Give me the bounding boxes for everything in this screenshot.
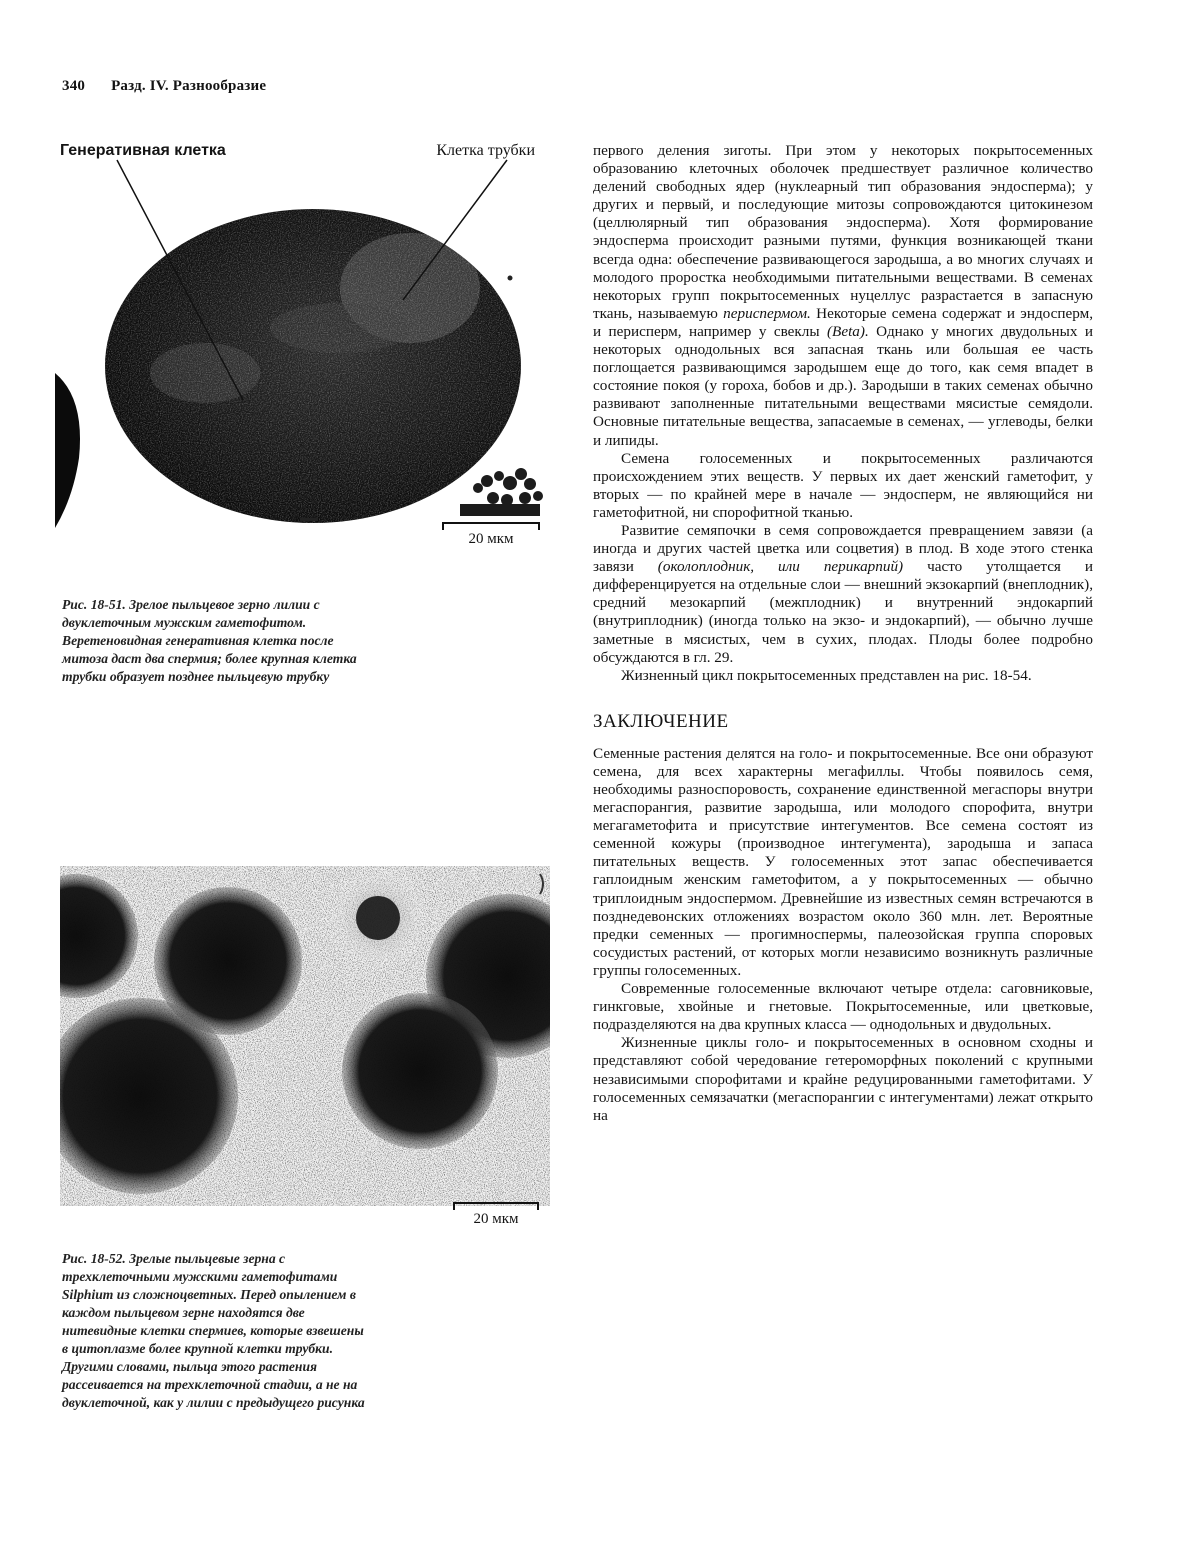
paragraph-2: Семена голосеменных и покрытосеменных различаются происхождением этих веществ. У первых их дает женский гаметофит, у вторых — по крайней мере в начале — эндосперм, не являющийся ни гаметофитной, ни спорофитной тканью. [593, 449, 1093, 521]
paragraph-6: Современные голосеменные включают четыре отдела: саговниковые, гинкговые, хвойные и гнетовые. Покрытосеменные, или цветковые, подразделяются на два крупных класса — однодольных и двудольных. [593, 980, 1093, 1034]
silphium-pollen-micrograph [60, 866, 550, 1206]
paragraph-5: Семенные растения делятся на голо- и покрытосеменные. Все они образуют семена, для всех характерны мегафиллы. Чтобы появилось семя, необходимы разноспоровость, сохранение единственной мегаспоры внутри мегаспорангия, развитие зародыша, или молодого спорофита, внутри мегагаметофита и присутствие интегументов. Все семена состоят из семенной кожуры (производное интегумента), зародыша и запаса питательных веществ. У голосеменных этот запас обеспечивается гаплоидным женским гаметофитом, а у покрытосеменных — обычно триплоидным эндоспермом. Древнейшие из известных семян встречаются в позднедевонских отложениях возрастом около 360 млн. лет. Вероятные предки семенных — прогимноспермы, палеозойская группа споровых сосудистых растений, от которых могли независимо возникнуть различные группы голосеменных. [593, 744, 1093, 979]
term-pericarp: (околоплодник, или перикарпий) [657, 558, 904, 576]
paragraph-1: первого деления зиготы. При этом у некоторых покрытосеменных образованию клеточных оболочек предшествует различное количество делений свободных ядер (нуклеарный тип образования эндосперма); у других и первый, и последующие митозы сопровождаются цитокинезом (целлюлярный тип образования эндосперма). Хотя формирование эндосперма происходит разными путями, функция возникающей ткани всегда одна: обеспечение развивающегося зародыша, а во многих случаях и молодого проростка необходимыми питательными веществами. В семенах некоторых групп покрытосеменных нуцеллус разрастается в запасную ткань, называемую периспермом. Некоторые семена содержат и эндосперм, и перисперм, например у свеклы (Beta). Однако у многих двудольных и некоторых однодольных вся запасная ткань или большая ее часть поглощается развивающимся зародышем еще до того, как семя впадет в состояние покоя (у гороха, бобов и др.). Зародыши в таких семенах обычно развивают заполненные питательными веществами мясистые семядоли. Основные питательные вещества, запасаемые в семенах, — углеводы, белки и липиды. [593, 142, 1094, 449]
running-head [62, 78, 266, 95]
figure-2-caption: Рис. 18-52. Зрелые пыльцевые зерна с трехклеточными мужскими гаметофитами Silphium из сложноцветных. Перед опылением в каждом пыльцевом зерне находятся две нитевидные клетки спермиев, которые взвешены в цитоплазме более крупной клетки трубки. Другими словами, пыльца этого растения рассеивается на трехклеточной стадии, а не на двуклеточной, как у лилии с предыдущего рисунка [62, 1251, 365, 1410]
figure-silphium-pollen [60, 866, 550, 1227]
scale-bar-1-label: 20 мкм [468, 531, 514, 547]
debris-cluster [460, 468, 543, 516]
paragraph-7: Жизненные циклы голо- и покрытосеменных в основном сходны и представляют собой чередование гетероморфных поколений с крупными независимыми спорофитами и крайне редуцированными гаметофитами. У голосеменных семязачатки (мегаспорангии с интегументами) лежат открыто на [593, 1034, 1093, 1124]
genus-beta: (Beta). [827, 322, 869, 340]
scale-bar-1 [442, 522, 540, 548]
section-title: Разд. IV. Разнообразие [111, 78, 267, 94]
body-column [593, 142, 1093, 1125]
label-tube-cell: Клетка трубки [436, 142, 535, 159]
scale-bar-2 [453, 1202, 539, 1228]
term-perisperm: периспермом. [723, 304, 811, 322]
scale-bar-2-label: 20 мкм [473, 1211, 519, 1227]
page-number: 340 [62, 78, 86, 94]
paragraph-4: Жизненный цикл покрытосеменных представлен на рис. 18-54. [621, 666, 1032, 684]
section-heading: ЗАКЛЮЧЕНИЕ [593, 710, 729, 732]
figure-1-caption: Рис. 18-51. Зрелое пыльцевое зерно лилии с двуклеточным мужским гаметофитом. Веретеновидная генеративная клетка после митоза даст два спермия; более крупная клетка трубки образует позднее пыльцевую трубку [62, 597, 357, 684]
paragraph-3: Развитие семяпочки в семя сопровождается превращением завязи (а иногда и других частей цветка или соцветия) в плод. В ходе этого стенка завязи (околоплодник, или перикарпий) часто утолщается и дифференцируется на отдельные слои — внешний экзокарпий (внеплодник), средний мезокарпий (межплодник) и внутренний эндокарпий (внутриплодник) (иногда только на экзо- и эндокарпий), — обычно лучше заметные в мясистых, чем в сухих, плодах. Плоды более подробно обсуждаются в гл. 29. [593, 521, 1094, 666]
lily-pollen-micrograph [55, 138, 555, 558]
figure-lily-pollen [55, 138, 555, 558]
label-generative-cell: Генеративная клетка [60, 142, 226, 159]
